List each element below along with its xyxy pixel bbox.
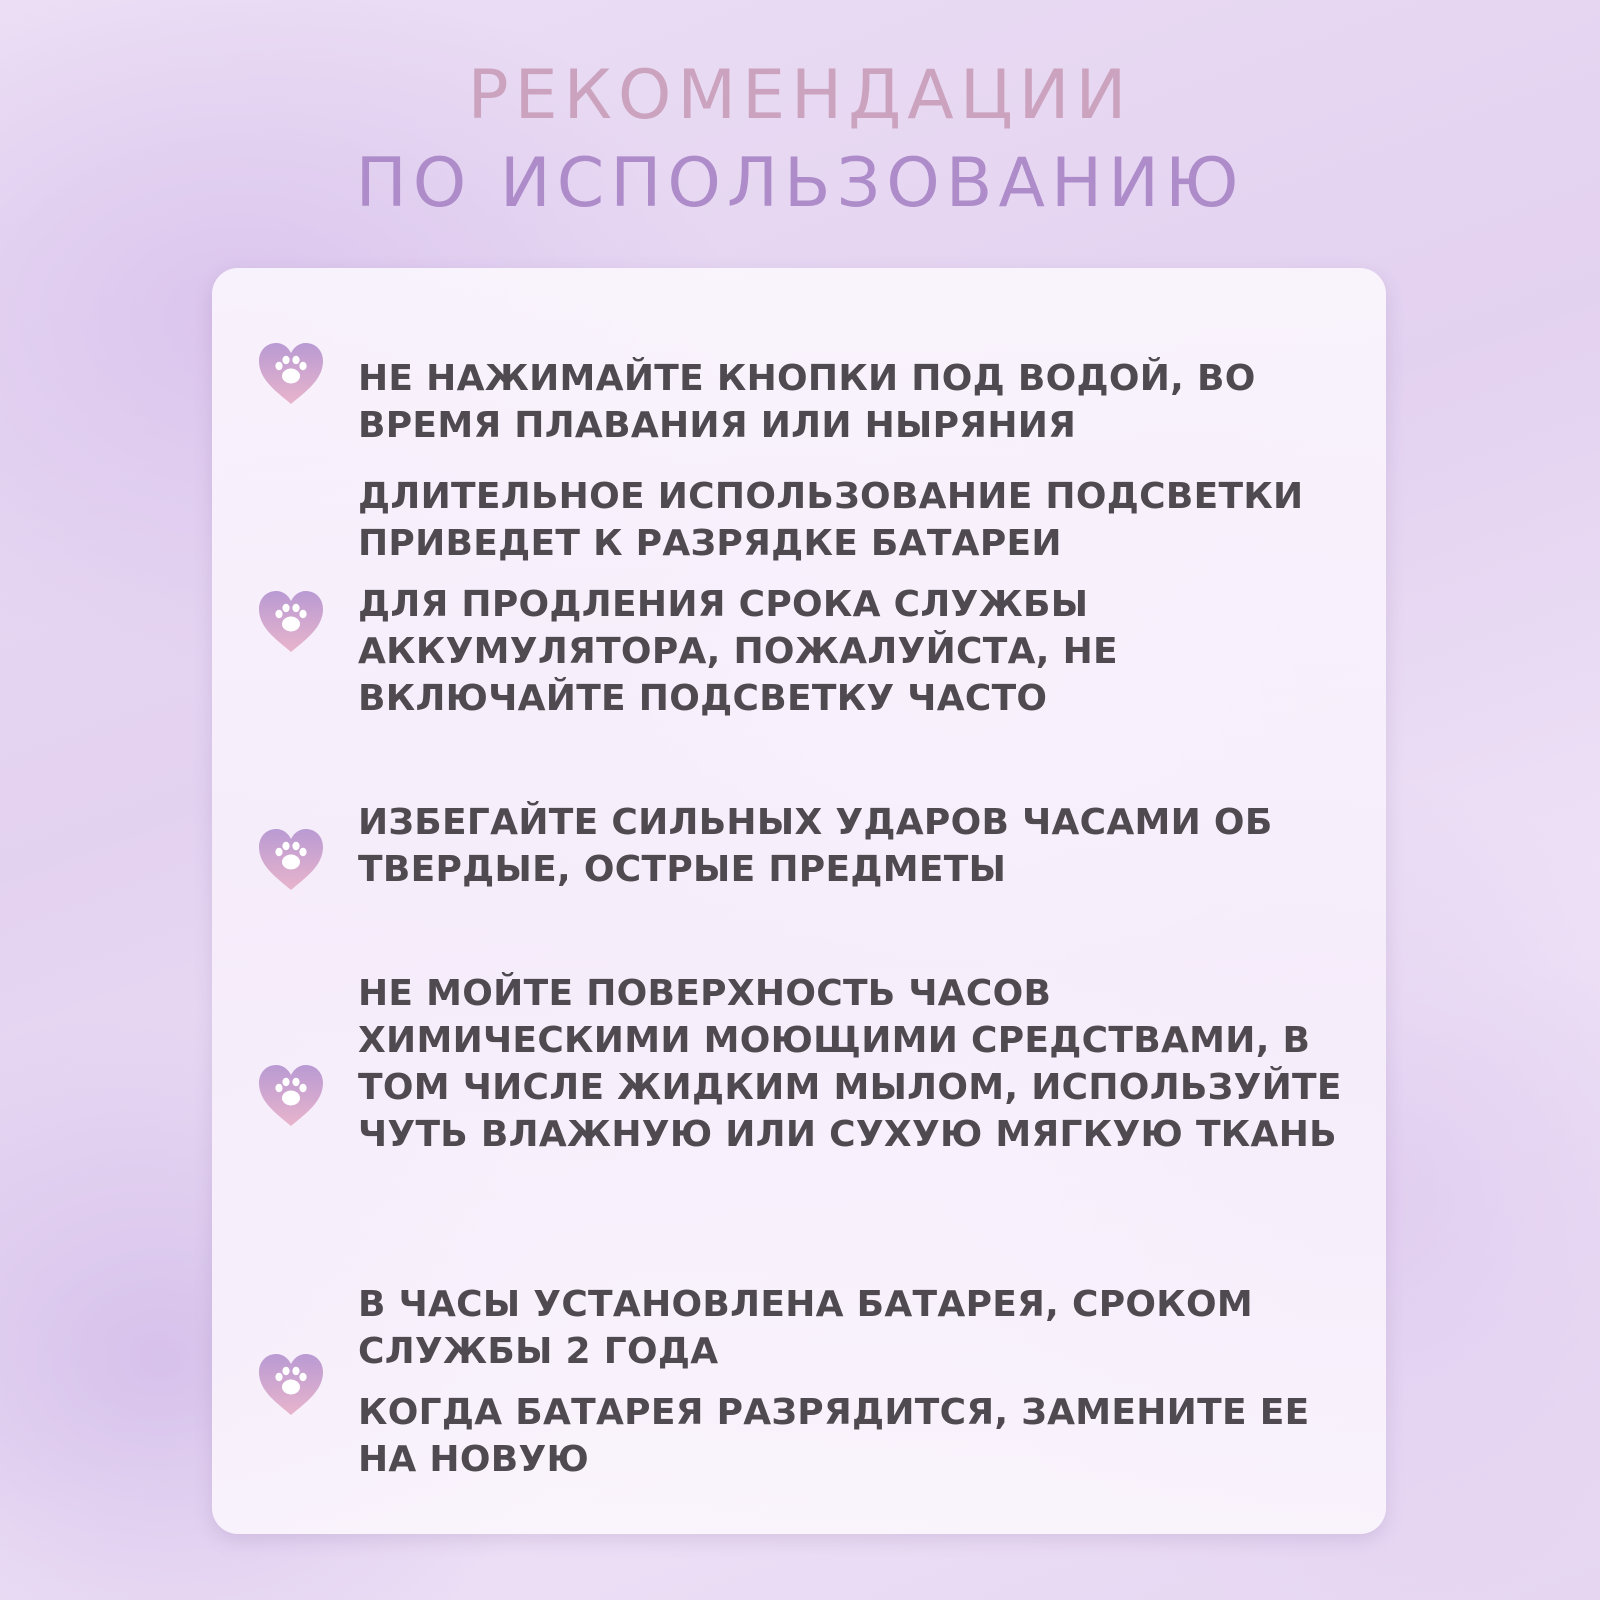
- recommendation-text: ДЛИТЕЛЬНОЕ ИСПОЛЬЗОВАНИЕ ПОДСВЕТКИ ПРИВЕДЕТ К РАЗРЯДКЕ БАТАРЕИ: [358, 476, 1304, 564]
- recommendation-text: ДЛЯ ПРОДЛЕНИЯ СРОКА СЛУЖБЫ АККУМУЛЯТОРА, ПОЖАЛУЙСТА, НЕ ВКЛЮЧАЙТЕ ПОДСВЕТКУ ЧАСТО: [358, 584, 1118, 719]
- heart-paw-icon: [257, 828, 325, 892]
- page-title-line-1: РЕКОМЕНДАЦИИ: [467, 56, 1133, 135]
- recommendation-text: ИЗБЕГАЙТЕ СИЛЬНЫХ УДАРОВ ЧАСАМИ ОБ ТВЕРДЫЕ, ОСТРЫЕ ПРЕДМЕТЫ: [358, 802, 1273, 890]
- recommendation-text: НЕ МОЙТЕ ПОВЕРХНОСТЬ ЧАСОВ ХИМИЧЕСКИМИ МОЮЩИМИ СРЕДСТВАМИ, В ТОМ ЧИСЛЕ ЖИДКИМ МЫЛОМ, ИСПОЛЬЗУЙТЕ ЧУТЬ ВЛАЖНУЮ ИЛИ СУХУЮ МЯГКУЮ ТКАНЬ: [358, 973, 1342, 1155]
- heart-paw-icon: [257, 590, 325, 654]
- heart-paw-icon: [257, 1353, 325, 1417]
- heart-paw-icon: [257, 1064, 325, 1128]
- recommendation-text: В ЧАСЫ УСТАНОВЛЕНА БАТАРЕЯ, СРОКОМ СЛУЖБЫ 2 ГОДА: [358, 1284, 1254, 1372]
- heart-paw-icon: [257, 342, 325, 406]
- recommendations-card: [212, 268, 1386, 1534]
- page-title-line-2: ПО ИСПОЛЬЗОВАНИЮ: [355, 144, 1245, 223]
- recommendation-text: КОГДА БАТАРЕЯ РАЗРЯДИТСЯ, ЗАМЕНИТЕ ЕЕ НА НОВУЮ: [358, 1392, 1310, 1480]
- recommendation-text: НЕ НАЖИМАЙТЕ КНОПКИ ПОД ВОДОЙ, ВО ВРЕМЯ ПЛАВАНИЯ ИЛИ НЫРЯНИЯ: [358, 358, 1256, 446]
